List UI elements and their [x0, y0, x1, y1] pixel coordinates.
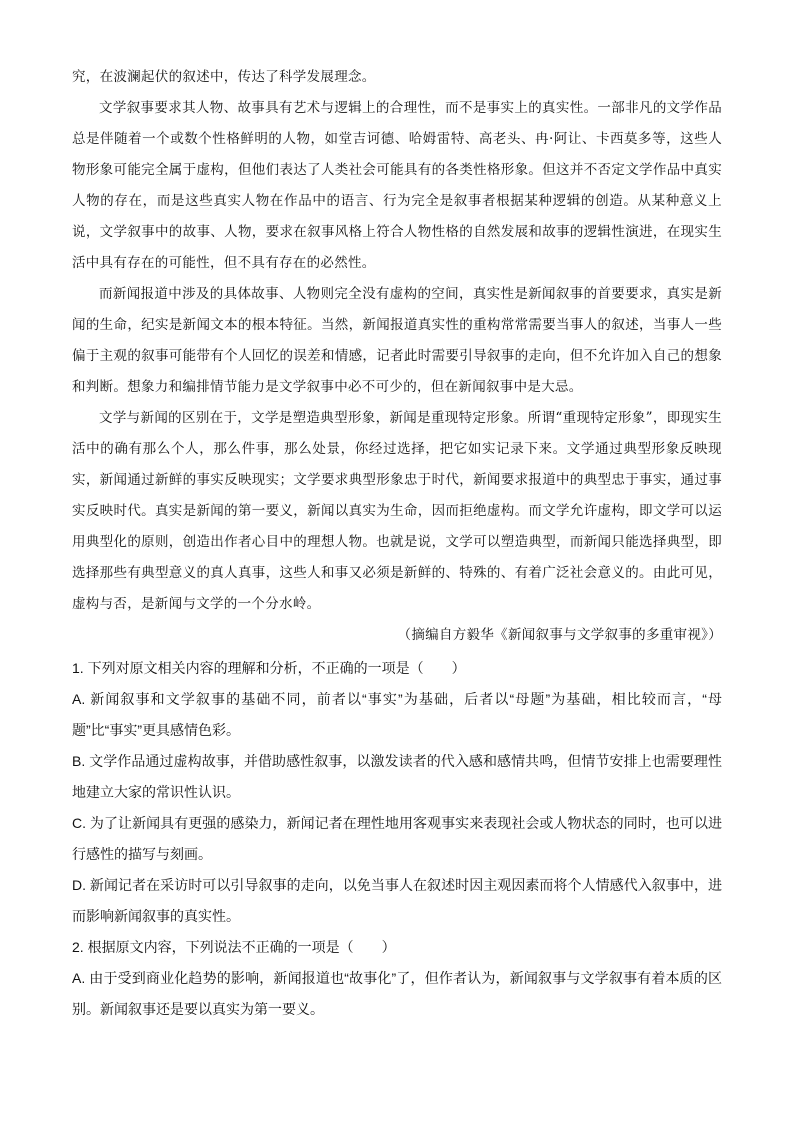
question-1-option-a: A. 新闻叙事和文学叙事的基础不同，前者以“事实”为基础，后者以“母题”为基础，相比较而言，“母题”比“事实”更具感情色彩。: [72, 691, 722, 738]
question-1-option-c: C. 为了让新闻具有更强的感染力，新闻记者在理性地用客观事实来表现社会或人物状态的同时，也可以进行感性的描写与刻画。: [72, 815, 722, 862]
passage-paragraph-2: 文学叙事要求其人物、故事具有艺术与逻辑上的合理性，而不是事实上的真实性。一部非凡的文学作品总是伴随着一个或数个性格鲜明的人物，如堂吉诃德、哈姆雷特、高老头、冉·阿让、卡西莫多等，这些人物形象可能完全属于虚构，但他们表达了人类社会可能具有的各类性格形象。但这并不否定文学作品中真实人物的存在，而是这些真实人物在作品中的语言、行为完全是叙事者根据某种逻辑的创造。从某种意义上说，文学叙事中的故事、人物，要求在叙事风格上符合人物性格的自然发展和故事的逻辑性演进，在现实生活中具有存在的可能性，但不具有存在的必然性。: [72, 100, 722, 271]
reading-passage: [72, 62, 722, 651]
passage-paragraph-1: 究，在波澜起伏的叙述中，传达了科学发展理念。: [72, 69, 376, 85]
passage-source: （摘编自方毅华《新闻叙事与文学叙事的多重审视》）: [397, 627, 722, 643]
question-1-stem: 1. 下列对原文相关内容的理解和分析，不正确的一项是（ ）: [72, 660, 466, 676]
passage-paragraph-3: 而新闻报道中涉及的具体故事、人物则完全没有虚构的空间，真实性是新闻叙事的首要要求，真实是新闻的生命，纪实是新闻文本的根本特征。当然，新闻报道真实性的重构常常需要当事人的叙述，当事人一些偏于主观的叙事可能带有个人回忆的误差和情感，记者此时需要引导叙事的走向，但不允许加入自己的想象和判断。想象力和编排情节能力是文学叙事中必不可少的，但在新闻叙事中是大忌。: [72, 286, 722, 395]
exam-page: [72, 62, 722, 1025]
passage-paragraph-4: 文学与新闻的区别在于，文学是塑造典型形象，新闻是重现特定形象。所谓“重现特定形象”，即现实生活中的确有那么个人，那么件事，那么处景，你经过选择，把它如实记录下来。文学通过典型形象反映现实，新闻通过新鲜的事实反映现实；文学要求典型形象忠于时代，新闻要求报道中的典型忠于事实，通过事实反映时代。真实是新闻的第一要义，新闻以真实为生命，因而拒绝虚构。而文学允许虚构，即文学可以运用典型化的原则，创造出作者心目中的理想人物。也就是说，文学可以塑造典型，而新闻只能选择典型，即选择那些有典型意义的真人真事，这些人和事又必须是新鲜的、特殊的、有着广泛社会意义的。由此可见，虚构与否，是新闻与文学的一个分水岭。: [72, 410, 722, 612]
question-1: [72, 653, 722, 932]
question-2: [72, 932, 722, 1025]
question-1-option-b: B. 文学作品通过虚构故事，并借助感性叙事，以激发读者的代入感和感情共鸣，但情节安排上也需要理性地建立大家的常识性认识。: [72, 753, 722, 800]
question-2-option-a: A. 由于受到商业化趋势的影响，新闻报道也“故事化”了，但作者认为，新闻叙事与文学叙事有着本质的区别。新闻叙事还是要以真实为第一要义。: [72, 970, 722, 1017]
question-list: [72, 653, 722, 1025]
question-1-option-d: D. 新闻记者在采访时可以引导叙事的走向，以免当事人在叙述时因主观因素而将个人情感代入叙事中，进而影响新闻叙事的真实性。: [72, 877, 722, 924]
question-2-stem: 2. 根据原文内容，下列说法不正确的一项是（ ）: [72, 939, 396, 955]
